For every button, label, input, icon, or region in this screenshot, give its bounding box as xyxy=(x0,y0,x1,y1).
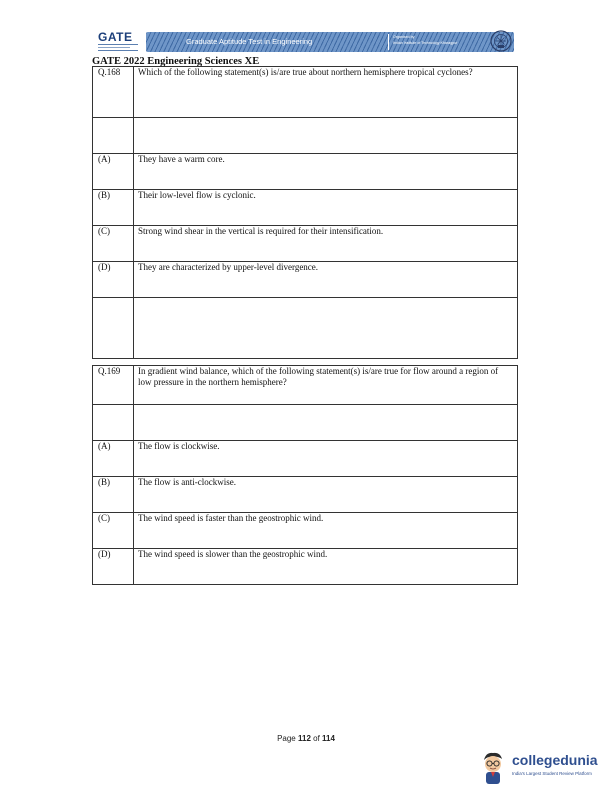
page-number xyxy=(0,734,612,743)
option-row xyxy=(93,549,518,585)
blank-row xyxy=(93,118,518,154)
gate-logo-text: GATE xyxy=(98,30,133,44)
option-row xyxy=(93,513,518,549)
question-table-169 xyxy=(92,365,518,585)
mascot-icon xyxy=(478,750,508,786)
brand-name: collegedunia xyxy=(512,752,598,768)
document-title: GATE 2022 Engineering Sciences XE xyxy=(92,56,260,67)
page-prefix: Page xyxy=(277,734,296,743)
collegedunia-logo xyxy=(478,748,608,788)
option-text: The flow is anti-clockwise. xyxy=(134,477,518,513)
option-row xyxy=(93,477,518,513)
banner-title: Graduate Aptitude Test in Engineering xyxy=(186,37,313,46)
option-label: (A) xyxy=(93,441,134,477)
blank-row xyxy=(93,298,518,359)
gate-logo-lines xyxy=(98,44,138,53)
question-table-168 xyxy=(92,66,518,359)
organised-by-label: Organised by xyxy=(393,35,415,39)
question-text: In gradient wind balance, which of the following statement(s) is/are true for flow around a region of low pressure in the northern hemisphere? xyxy=(134,366,518,405)
option-row xyxy=(93,262,518,298)
option-text: Strong wind shear in the vertical is required for their intensification. xyxy=(134,226,518,262)
page-current: 112 xyxy=(297,734,311,743)
option-text: They have a warm core. xyxy=(134,154,518,190)
option-row xyxy=(93,190,518,226)
option-row xyxy=(93,154,518,190)
option-label: (D) xyxy=(93,262,134,298)
option-label: (B) xyxy=(93,190,134,226)
option-text: The wind speed is slower than the geostrophic wind. xyxy=(134,549,518,585)
gate-header xyxy=(96,30,520,54)
option-text: Their low-level flow is cyclonic. xyxy=(134,190,518,226)
header-banner xyxy=(146,32,514,52)
question-row xyxy=(93,366,518,405)
iit-kgp-emblem-icon xyxy=(490,30,512,52)
option-label: (A) xyxy=(93,154,134,190)
option-text: They are characterized by upper-level divergence. xyxy=(134,262,518,298)
blank-row xyxy=(93,405,518,441)
option-row xyxy=(93,441,518,477)
option-text: The flow is clockwise. xyxy=(134,441,518,477)
gate-logo xyxy=(96,30,142,54)
brand-tagline: India's Largest Student Review Platform xyxy=(512,771,592,776)
option-label: (B) xyxy=(93,477,134,513)
option-text: The wind speed is faster than the geostrophic wind. xyxy=(134,513,518,549)
question-number: Q.168 xyxy=(93,67,134,118)
question-text: Which of the following statement(s) is/are true about northern hemisphere tropical cyclones? xyxy=(134,67,518,118)
page-total: 114 xyxy=(322,734,335,743)
question-row xyxy=(93,67,518,118)
page-of: of xyxy=(313,734,320,743)
option-row xyxy=(93,226,518,262)
option-label: (C) xyxy=(93,513,134,549)
organiser-block xyxy=(388,34,493,50)
question-number: Q.169 xyxy=(93,366,134,405)
option-label: (C) xyxy=(93,226,134,262)
option-label: (D) xyxy=(93,549,134,585)
organiser-name: Indian Institute of Technology Kharagpur xyxy=(393,41,458,45)
